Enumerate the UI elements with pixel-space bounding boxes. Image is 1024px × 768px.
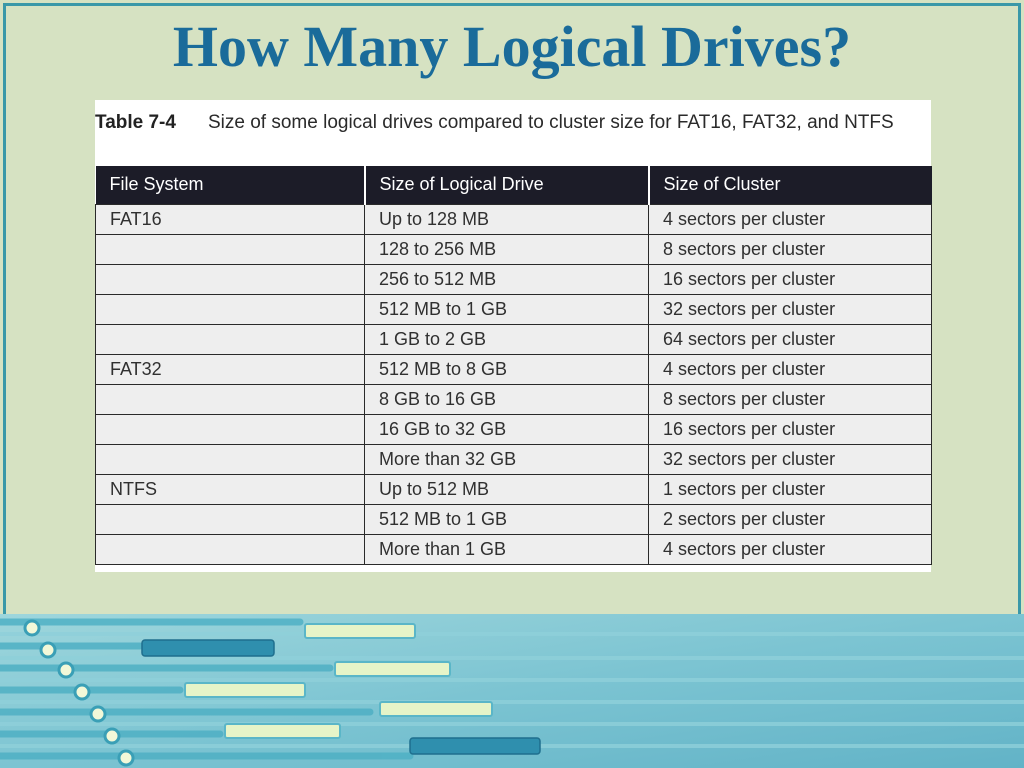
cell-drive-size: Up to 128 MB	[365, 204, 649, 234]
cell-cluster-size: 4 sectors per cluster	[649, 354, 932, 384]
cell-file-system	[96, 384, 365, 414]
cell-drive-size: 512 MB to 1 GB	[365, 504, 649, 534]
cell-file-system	[96, 414, 365, 444]
cell-drive-size: More than 1 GB	[365, 534, 649, 564]
cell-file-system	[96, 534, 365, 564]
cell-file-system	[96, 294, 365, 324]
header-file-system: File System	[96, 166, 365, 204]
cell-file-system	[96, 234, 365, 264]
table-row	[96, 414, 932, 444]
cell-drive-size: 512 MB to 1 GB	[365, 294, 649, 324]
cell-cluster-size: 8 sectors per cluster	[649, 384, 932, 414]
table-row	[96, 324, 932, 354]
table-caption-text: Size of some logical drives compared to cluster size for FAT16, FAT32, and NTFS	[208, 112, 894, 133]
cell-drive-size: 1 GB to 2 GB	[365, 324, 649, 354]
cell-cluster-size: 2 sectors per cluster	[649, 504, 932, 534]
cell-drive-size: 512 MB to 8 GB	[365, 354, 649, 384]
cell-drive-size: More than 32 GB	[365, 444, 649, 474]
cell-cluster-size: 1 sectors per cluster	[649, 474, 932, 504]
cell-drive-size: 128 to 256 MB	[365, 234, 649, 264]
table-row	[96, 534, 932, 564]
circuit-traces-graphic	[0, 614, 1024, 768]
table-header-row	[96, 166, 932, 204]
table-row	[96, 444, 932, 474]
cell-cluster-size: 16 sectors per cluster	[649, 414, 932, 444]
table-row	[96, 384, 932, 414]
table-caption	[95, 110, 931, 166]
cell-file-system	[96, 504, 365, 534]
cell-file-system: NTFS	[96, 474, 365, 504]
header-size-of-cluster: Size of Cluster	[649, 166, 932, 204]
cell-file-system: FAT16	[96, 204, 365, 234]
cell-drive-size: 8 GB to 16 GB	[365, 384, 649, 414]
table-panel	[95, 100, 931, 572]
cell-cluster-size: 32 sectors per cluster	[649, 294, 932, 324]
cell-file-system	[96, 444, 365, 474]
cell-file-system	[96, 324, 365, 354]
cluster-size-table	[95, 166, 932, 565]
cell-file-system	[96, 264, 365, 294]
cell-drive-size: 16 GB to 32 GB	[365, 414, 649, 444]
cell-cluster-size: 16 sectors per cluster	[649, 264, 932, 294]
cell-cluster-size: 64 sectors per cluster	[649, 324, 932, 354]
header-size-of-logical-drive: Size of Logical Drive	[365, 166, 649, 204]
table-row	[96, 234, 932, 264]
table-row	[96, 204, 932, 234]
cell-cluster-size: 4 sectors per cluster	[649, 534, 932, 564]
table-row	[96, 354, 932, 384]
table-row	[96, 264, 932, 294]
table-row	[96, 294, 932, 324]
cell-cluster-size: 4 sectors per cluster	[649, 204, 932, 234]
table-row	[96, 474, 932, 504]
cell-cluster-size: 32 sectors per cluster	[649, 444, 932, 474]
cell-file-system: FAT32	[96, 354, 365, 384]
cell-drive-size: 256 to 512 MB	[365, 264, 649, 294]
cell-drive-size: Up to 512 MB	[365, 474, 649, 504]
table-row	[96, 504, 932, 534]
table-caption-label: Table 7-4	[95, 112, 176, 133]
slide-title: How Many Logical Drives?	[172, 14, 852, 79]
cell-cluster-size: 8 sectors per cluster	[649, 234, 932, 264]
